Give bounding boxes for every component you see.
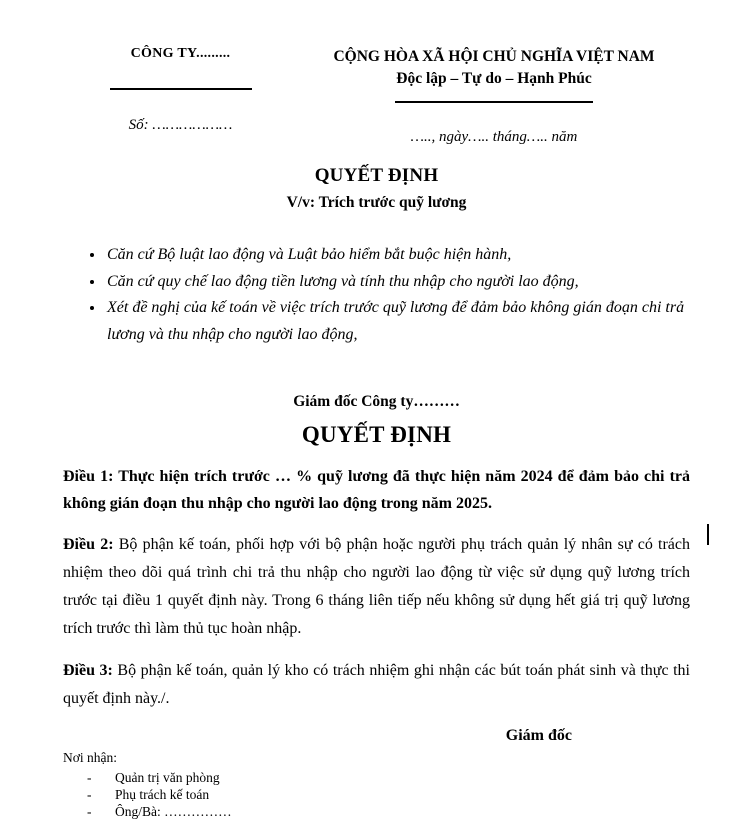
article-2-text: Bộ phận kế toán, phối hợp với bộ phận hoặc người phụ trách quản lý nhân sự có trách nhiệm theo dõi quá trình chi trả thu nhập cho người lao động từ việc sử dụng quỹ lương trích trước tại điều 1 quyết định này. Trong 6 tháng liên tiếp nếu không sử dụng hết giá trị quỹ lương trích trước thì làm thủ tục hoàn nhập. [63, 536, 691, 637]
issuer-line: Giám đốc Công ty……… [293, 393, 460, 410]
dash-marker: - [87, 804, 92, 819]
document-subject: V/v: Trích trước quỹ lương [286, 194, 467, 211]
ground-item: • Căn cứ quy chế lao động tiền lương và tính thu nhập cho người lao động, [105, 269, 690, 296]
dash-marker: - [87, 787, 92, 802]
article-3-text: Bộ phận kế toán, quản lý kho có trách nhiệm ghi nhận các bút toán phát sinh và thực thi quyết định này./. [63, 662, 691, 707]
article-3 [63, 657, 690, 713]
document-number-line: Số: ……………… [128, 117, 233, 133]
recipient-item [63, 769, 690, 786]
ground-item: • Căn cứ Bộ luật lao động và Luật bảo hiểm bắt buộc hiện hành, [105, 242, 690, 269]
company-name: CÔNG TY......... [130, 46, 231, 61]
recipients-list [63, 769, 690, 820]
article-3-label: Điều 3: [63, 662, 113, 679]
article-2-label: Điều 2: [63, 536, 114, 553]
document-title: QUYẾT ĐỊNH [314, 165, 439, 186]
recipient-text: Ông/Bà: …………… [115, 804, 232, 819]
article-2 [63, 531, 690, 643]
header-left-column [63, 46, 298, 146]
national-title: CỘNG HÒA XÃ HỘI CHỦ NGHĨA VIỆT NAM [333, 48, 655, 65]
recipient-text: Quản trị văn phòng [115, 770, 220, 785]
articles-section [63, 463, 690, 713]
ground-item: • Xét đề nghị của kế toán về việc trích trước quỹ lương để đảm bảo không gián đoạn chi trả lương và thu nhập cho người lao động, [105, 295, 690, 348]
national-motto: Độc lập – Tự do – Hạnh Phúc [396, 70, 592, 87]
dash-marker: - [87, 770, 92, 785]
recipients-label: Nơi nhận: [63, 750, 118, 765]
article-1-label: Điều 1: [63, 468, 114, 485]
recipient-text: Phụ trách kế toán [115, 787, 210, 802]
document-header [63, 46, 690, 146]
legal-grounds-list [63, 242, 690, 348]
header-right-column [298, 46, 690, 146]
date-line: ….., ngày….. tháng….. năm [410, 129, 578, 145]
header-right-rule [395, 101, 593, 103]
article-1 [63, 463, 690, 517]
article-1-text: Thực hiện trích trước … % quỹ lương đã thực hiện năm 2024 để đảm bảo chi trả không gián đoạn thu nhập cho người lao động trong năm 2025. [63, 468, 690, 512]
text-cursor [707, 524, 709, 545]
recipient-item [63, 803, 690, 820]
decision-heading: QUYẾT ĐỊNH [301, 422, 452, 447]
header-left-rule [110, 88, 252, 90]
signature-title: Giám đốc [505, 727, 572, 744]
recipient-item [63, 786, 690, 803]
